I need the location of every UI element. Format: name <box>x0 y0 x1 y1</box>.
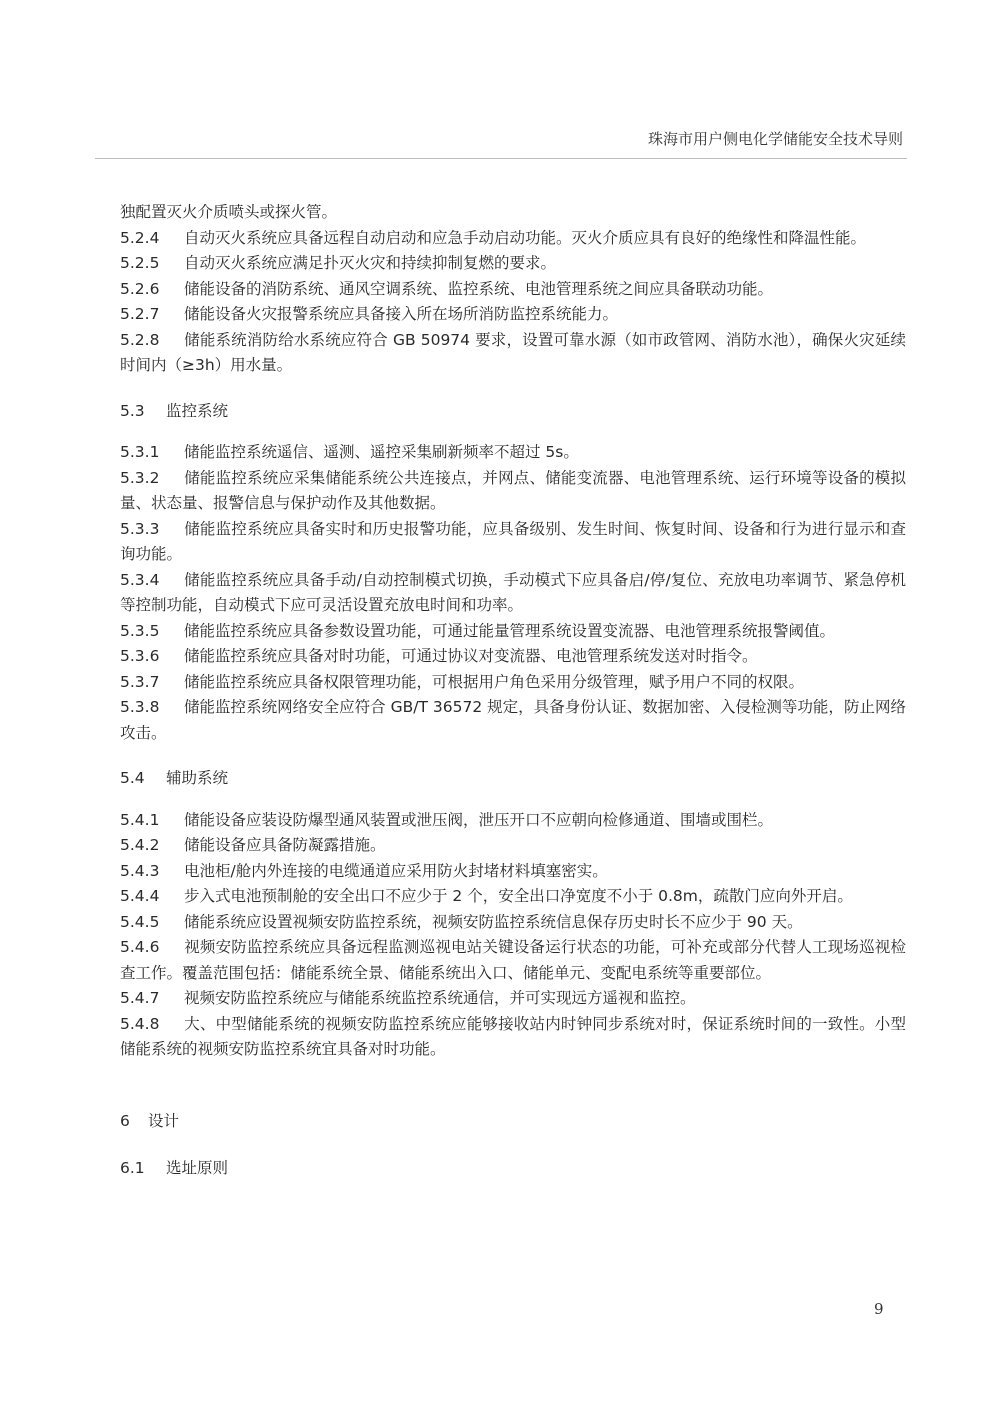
clause-number: 5.3.4 <box>120 570 160 589</box>
clause-text: 储能系统消防给水系统应符合 GB 50974 要求，设置可靠水源（如市政管网、消防水池），确保火灾延续时间内（≥3h）用水量。 <box>120 330 906 374</box>
clause-number: 5.4.4 <box>120 887 160 905</box>
clause-number: 5.4.6 <box>120 938 160 956</box>
clause-5-3-8 <box>120 695 906 746</box>
section-number: 5.3 <box>120 401 145 420</box>
clause-text: 储能系统应设置视频安防监控系统，视频安防监控系统信息保存历史时长不应少于 90 天。 <box>184 912 803 931</box>
clause-5-3-1 <box>120 440 906 466</box>
clause-5-2-7 <box>120 302 906 328</box>
clause-5-4-4 <box>120 884 906 910</box>
chapter-title: 设计 <box>148 1111 180 1130</box>
clause-5-3-4 <box>120 568 906 619</box>
clause-text: 自动灭火系统应具备远程自动启动和应急手动启动功能。灭火介质应具有良好的绝缘性和降温性能。 <box>184 228 867 247</box>
clause-text: 储能监控系统应具备参数设置功能，可通过能量管理系统设置变流器、电池管理系统报警阈值。 <box>184 621 836 640</box>
section-number: 5.4 <box>120 769 145 787</box>
page-body <box>120 200 906 1182</box>
clause-number: 5.4.3 <box>120 861 160 880</box>
clause-5-3-2 <box>120 466 906 517</box>
clause-text: 储能设备应具备防凝露措施。 <box>184 836 386 854</box>
clause-5-3-6 <box>120 644 906 670</box>
section-title: 辅助系统 <box>166 769 229 787</box>
clause-text: 储能设备应装设防爆型通风装置或泄压阀，泄压开口不应朝向检修通道、围墙或围栏。 <box>184 810 774 829</box>
clause-text: 储能监控系统网络安全应符合 GB/T 36572 规定，具备身份认证、数据加密、入侵检测等功能，防止网络攻击。 <box>120 698 906 742</box>
clause-5-2-8 <box>120 328 906 379</box>
clause-5-4-3 <box>120 859 906 885</box>
section-title: 监控系统 <box>166 401 229 420</box>
header-rule <box>95 158 907 159</box>
clause-number: 5.4.1 <box>120 810 160 829</box>
clause-number: 5.3.2 <box>120 468 160 487</box>
clause-5-4-5 <box>120 910 906 936</box>
section-title: 选址原则 <box>166 1159 229 1177</box>
clause-text: 储能监控系统应具备权限管理功能，可根据用户角色采用分级管理，赋予用户不同的权限。 <box>184 672 805 691</box>
clause-text: 自动灭火系统应满足扑灭火灾和持续抑制复燃的要求。 <box>184 254 557 272</box>
clause-text: 储能监控系统应具备手动/自动控制模式切换，手动模式下应具备启/停/复位、充放电功率调节、紧急停机等控制功能，自动模式下应可灵活设置充放电时间和功率。 <box>120 570 906 614</box>
clause-number: 5.3.7 <box>120 672 160 691</box>
clause-text: 储能设备火灾报警系统应具备接入所在场所消防监控系统能力。 <box>184 305 619 323</box>
clause-5-4-6 <box>120 935 906 986</box>
clause-text: 视频安防监控系统应具备远程监测巡视电站关键设备运行状态的功能，可补充或部分代替人工现场巡视检查工作。覆盖范围包括：储能系统全景、储能系统出入口、储能单元、变配电系统等重要部位。 <box>120 938 906 982</box>
section-number: 6.1 <box>120 1159 145 1177</box>
clause-number: 5.2.6 <box>120 279 160 298</box>
clause-5-3-3 <box>120 517 906 568</box>
clause-number: 5.3.5 <box>120 621 160 640</box>
clause-number: 5.4.7 <box>120 989 160 1007</box>
clause-text: 储能设备的消防系统、通风空调系统、监控系统、电池管理系统之间应具备联动功能。 <box>184 279 774 298</box>
clause-number: 5.3.3 <box>120 519 160 538</box>
clause-number: 5.4.2 <box>120 836 160 854</box>
clause-number: 5.2.4 <box>120 228 160 247</box>
running-header: 珠海市用户侧电化学储能安全技术导则 <box>647 130 903 148</box>
clause-5-2-4 <box>120 226 906 252</box>
clause-number: 5.3.6 <box>120 647 160 665</box>
clause-number: 5.3.8 <box>120 698 160 716</box>
clause-text: 储能监控系统遥信、遥测、遥控采集刷新频率不超过 5s。 <box>184 443 579 461</box>
section-heading-5-3 <box>120 399 906 425</box>
clause-number: 5.2.5 <box>120 254 160 272</box>
clause-number: 5.4.5 <box>120 912 160 931</box>
clause-5-3-5 <box>120 619 906 645</box>
section-heading-5-4 <box>120 766 906 792</box>
page-number: 9 <box>874 1300 884 1318</box>
clause-5-4-7 <box>120 986 906 1012</box>
clause-5-2-6 <box>120 277 906 303</box>
clause-number: 5.2.7 <box>120 305 160 323</box>
clause-number: 5.2.8 <box>120 330 160 349</box>
clause-number: 5.3.1 <box>120 443 160 461</box>
section-heading-6-1 <box>120 1156 906 1182</box>
clause-5-4-8 <box>120 1012 906 1063</box>
clause-text: 储能监控系统应具备对时功能，可通过协议对变流器、电池管理系统发送对时指令。 <box>184 647 758 665</box>
clause-5-3-7 <box>120 670 906 696</box>
clause-text: 视频安防监控系统应与储能系统监控系统通信，并可实现远方遥视和监控。 <box>184 989 696 1007</box>
clause-5-2-5 <box>120 251 906 277</box>
clause-5-4-2 <box>120 833 906 859</box>
clause-text: 储能监控系统应具备实时和历史报警功能，应具备级别、发生时间、恢复时间、设备和行为进行显示和查询功能。 <box>120 519 906 563</box>
clause-text: 电池柜/舱内外连接的电缆通道应采用防火封堵材料填塞密实。 <box>184 861 608 880</box>
intro-text: 独配置灭火介质喷头或探火管。 <box>120 203 338 221</box>
chapter-number: 6 <box>120 1111 130 1130</box>
clause-number: 5.4.8 <box>120 1014 160 1033</box>
clause-5-4-1 <box>120 808 906 834</box>
chapter-heading-6 <box>120 1109 906 1135</box>
clause-text: 大、中型储能系统的视频安防监控系统应能够接收站内时钟同步系统对时，保证系统时间的一致性。小型储能系统的视频安防监控系统宜具备对时功能。 <box>120 1014 906 1058</box>
clause-text: 储能监控系统应采集储能系统公共连接点，并网点、储能变流器、电池管理系统、运行环境等设备的模拟量、状态量、报警信息与保护动作及其他数据。 <box>120 468 906 512</box>
clause-text: 步入式电池预制舱的安全出口不应少于 2 个，安全出口净宽度不小于 0.8m，疏散门应向外开启。 <box>184 887 853 905</box>
